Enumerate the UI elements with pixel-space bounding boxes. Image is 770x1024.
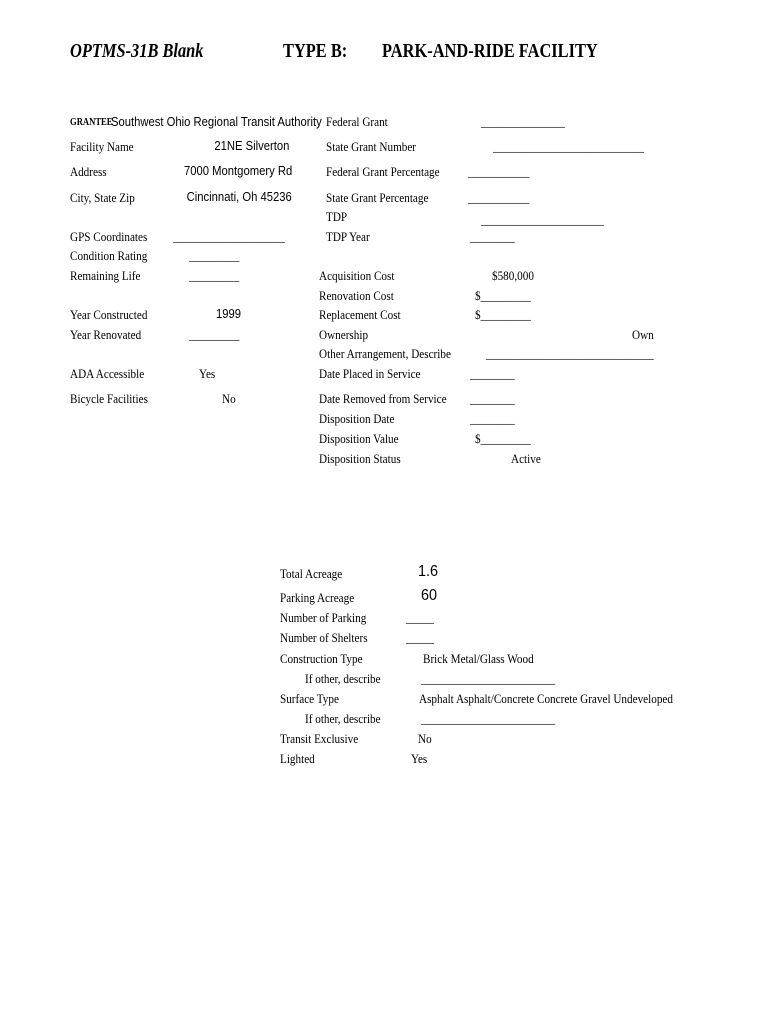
disposition-date-label: Disposition Date <box>319 411 395 426</box>
date-placed-label: Date Placed in Service <box>319 366 421 381</box>
gps-value: ____________________ <box>173 229 285 244</box>
condition-rating-label: Condition Rating <box>70 248 148 263</box>
renovation-cost-label: Renovation Cost <box>319 288 394 303</box>
ada-accessible-value: Yes <box>199 366 216 381</box>
surface-type-label: Surface Type <box>280 691 339 706</box>
lighted-label: Lighted <box>280 751 315 766</box>
federal-grant-percentage-label: Federal Grant Percentage <box>326 164 440 179</box>
other-arrangement-value: ______________________________ <box>486 346 654 361</box>
remaining-life-label: Remaining Life <box>70 268 141 283</box>
total-acreage-label: Total Acreage <box>280 566 343 581</box>
renovation-cost-value: $_________ <box>475 288 531 303</box>
facility-type-title: PARK-AND-RIDE FACILITY <box>382 40 598 62</box>
year-constructed-label: Year Constructed <box>70 307 148 322</box>
date-removed-label: Date Removed from Service <box>319 391 447 406</box>
acquisition-cost-value: $580,000 <box>492 268 534 283</box>
disposition-value-value: $_________ <box>475 431 531 446</box>
total-acreage-value: 1.6 <box>418 563 439 580</box>
federal-grant-value: _______________ <box>481 114 565 129</box>
transit-exclusive-label: Transit Exclusive <box>280 731 359 746</box>
acquisition-cost-label: Acquisition Cost <box>319 268 395 283</box>
date-removed-value: ________ <box>470 391 515 406</box>
federal-grant-percentage-value: ___________ <box>468 164 530 179</box>
state-grant-number-value: ___________________________ <box>493 139 644 154</box>
parking-acreage-value: 60 <box>421 587 438 604</box>
lighted-value: Yes <box>411 751 428 766</box>
construction-type-label: Construction Type <box>280 651 363 666</box>
tdp-value: ______________________ <box>481 212 604 227</box>
number-of-shelters-label: Number of Shelters <box>280 630 368 645</box>
form-id: OPTMS-31B Blank <box>70 40 204 62</box>
remaining-life-value: _________ <box>189 268 240 283</box>
construction-other-value: ________________________ <box>421 671 556 686</box>
surface-other-label: If other, describe <box>305 711 381 726</box>
tdp-year-label: TDP Year <box>326 229 370 244</box>
surface-type-options: Asphalt Asphalt/Concrete Concrete Gravel Undeveloped <box>419 691 673 706</box>
grantee-value: Southwest Ohio Regional Transit Authority <box>111 115 322 129</box>
gps-label: GPS Coordinates <box>70 229 148 244</box>
ownership-label: Ownership <box>319 327 369 342</box>
year-constructed-value: 1999 <box>216 307 242 321</box>
number-of-parking-value: _____ <box>406 610 434 625</box>
replacement-cost-value: $_________ <box>475 307 531 322</box>
city-state-zip-value: Cincinnati, Oh 45236 <box>186 190 292 204</box>
disposition-status-value: Active <box>511 451 541 466</box>
other-arrangement-label: Other Arrangement, Describe <box>319 346 451 361</box>
ada-accessible-label: ADA Accessible <box>70 366 145 381</box>
number-of-shelters-value: _____ <box>406 630 434 645</box>
disposition-status-label: Disposition Status <box>319 451 401 466</box>
federal-grant-label: Federal Grant <box>326 114 388 129</box>
construction-other-label: If other, describe <box>305 671 381 686</box>
year-renovated-label: Year Renovated <box>70 327 142 342</box>
address-value: 7000 Montgomery Rd <box>183 164 292 178</box>
address-label: Address <box>70 164 107 179</box>
bicycle-facilities-value: No <box>222 391 236 406</box>
state-grant-number-label: State Grant Number <box>326 139 417 154</box>
disposition-value-label: Disposition Value <box>319 431 399 446</box>
construction-type-options: Brick Metal/Glass Wood <box>423 651 534 666</box>
facility-name-value: 21NE Silverton <box>213 139 289 153</box>
parking-acreage-label: Parking Acreage <box>280 590 355 605</box>
state-grant-percentage-label: State Grant Percentage <box>326 190 429 205</box>
tdp-year-value: ________ <box>470 229 515 244</box>
ownership-value: Own <box>632 327 654 342</box>
surface-other-value: ________________________ <box>421 711 556 726</box>
date-placed-value: ________ <box>470 366 515 381</box>
bicycle-facilities-label: Bicycle Facilities <box>70 391 148 406</box>
transit-exclusive-value: No <box>418 731 432 746</box>
number-of-parking-label: Number of Parking <box>280 610 367 625</box>
facility-name-label: Facility Name <box>70 139 134 154</box>
replacement-cost-label: Replacement Cost <box>319 307 401 322</box>
type-label: TYPE B: <box>283 40 348 62</box>
condition-rating-value: _________ <box>189 248 240 263</box>
grantee-label: GRANTEE <box>70 117 113 128</box>
disposition-date-value: ________ <box>470 411 515 426</box>
year-renovated-value: _________ <box>189 327 240 342</box>
tdp-label: TDP <box>326 209 348 224</box>
state-grant-percentage-value: ___________ <box>468 190 530 205</box>
city-state-zip-label: City, State Zip <box>70 190 135 205</box>
